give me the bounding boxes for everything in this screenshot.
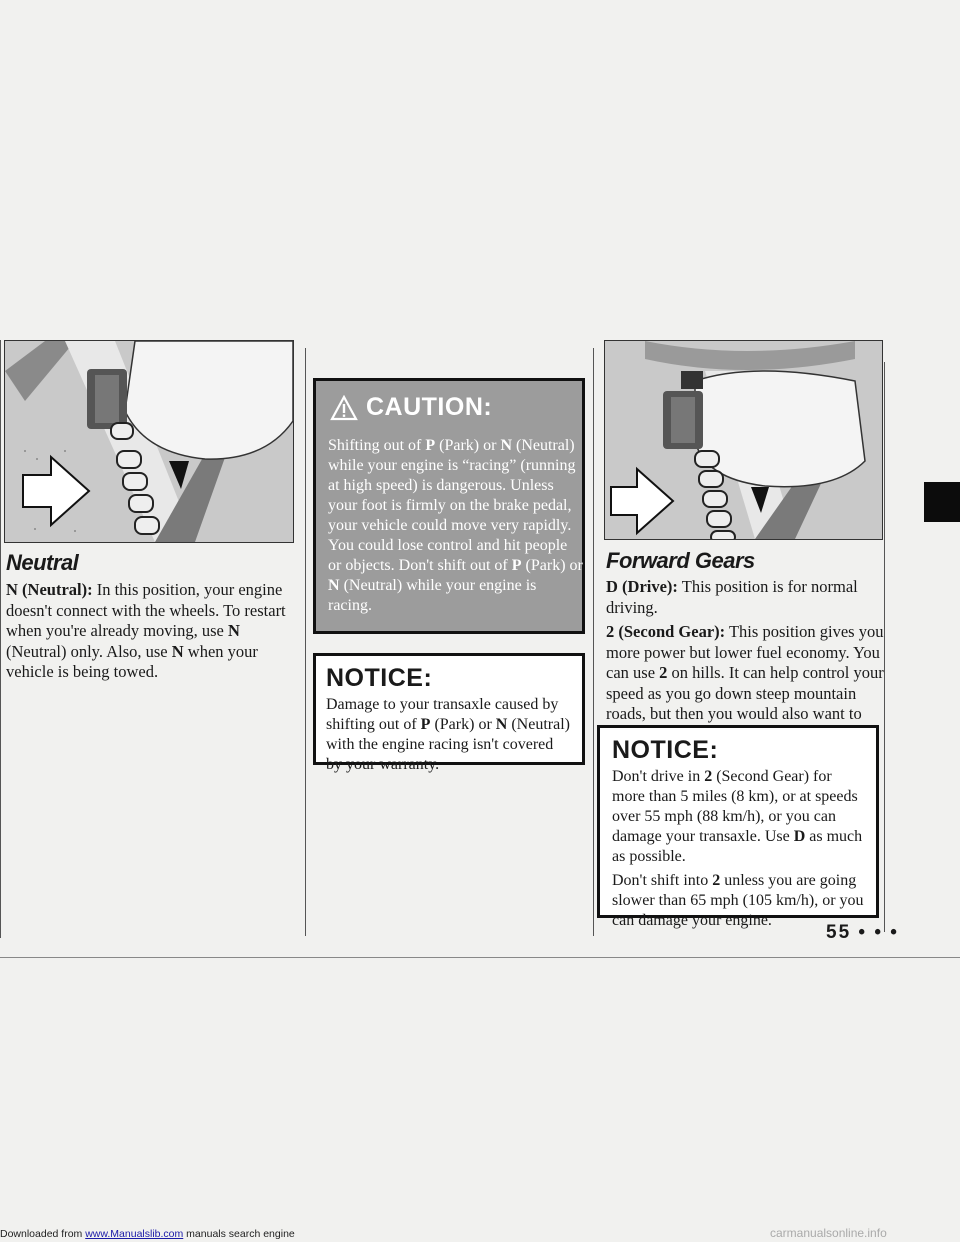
caution-p-2: P <box>511 557 522 574</box>
caution-text-1: Shifting out of <box>328 437 426 454</box>
neutral-text-1: In this position, your engine doesn't connect with the wheels. To restart when you're already moving, use <box>6 580 286 640</box>
caution-p-1: P <box>425 437 436 454</box>
notice-box-transaxle <box>313 653 585 773</box>
notice1-text-2: (Park) or <box>430 716 496 733</box>
shift-lever-neutral-illustration <box>4 340 294 543</box>
caution-text-3: (Neutral) while your engine is “racing” (running at high speed) is dangerous. Unless your foot is firmly on the brake pedal, your vehicle could move very rapidly. You could lose control and hit people or objects. Don't shift out of <box>328 437 576 574</box>
footer-suffix: manuals search engine <box>183 1228 295 1240</box>
notice-text-1 <box>326 695 572 775</box>
forward-gears-text <box>606 577 884 749</box>
caution-text <box>328 436 583 616</box>
neutral-paragraph <box>6 580 298 687</box>
warning-triangle-icon <box>330 395 358 421</box>
column-rule-2 <box>593 348 594 936</box>
drive-text: This position is for normal driving. <box>606 577 858 617</box>
caution-text-4: (Park) or <box>521 557 583 574</box>
neutral-n-1: N <box>228 621 240 640</box>
notice1-p: P <box>420 716 431 733</box>
notice2-a3: (Second Gear) for more than 5 miles (8 km), or at speeds over 55 mph (88 km/h), or you can damage your transaxle. Use <box>612 768 858 845</box>
footer-watermark: carmanualsonline.info <box>770 1226 887 1240</box>
caution-text-5: (Neutral) while your engine is racing. <box>328 577 537 614</box>
section-tab-marker <box>924 482 960 522</box>
notice2-b1: Don't shift into <box>612 872 713 889</box>
neutral-n-2: N <box>171 641 184 661</box>
page-number: 55 • • • <box>826 922 899 943</box>
left-margin-rule <box>0 340 1 938</box>
notice-box-second-gear <box>597 725 879 929</box>
bottom-rule <box>0 957 960 958</box>
neutral-text-2: (Neutral) only. Also, use <box>6 641 172 661</box>
notice-heading-1: NOTICE: <box>326 664 433 692</box>
notice1-text-3: (Neutral) with the engine racing isn't covered by your warranty. <box>326 716 570 773</box>
notice1-n: N <box>495 716 508 733</box>
notice2-b3: unless you are going slower than 65 mph (105 km/h), or you can damage your engine. <box>612 872 864 929</box>
notice-heading-2: NOTICE: <box>612 736 719 764</box>
notice1-text-1: Damage to your transaxle caused by shifting out of <box>326 696 559 733</box>
notice2-a5: as much as possible. <box>612 828 863 865</box>
footer-prefix: Downloaded from <box>0 1228 86 1240</box>
notice2-a1: Don't drive in <box>612 768 705 785</box>
neutral-heading: Neutral <box>6 550 79 575</box>
drive-lead: D (Drive): <box>606 577 678 596</box>
caution-text-2: (Park) or <box>435 437 501 454</box>
forward-gears-heading: Forward Gears <box>606 548 755 573</box>
shift-lever-drive-illustration <box>604 340 883 540</box>
caution-heading <box>330 393 492 422</box>
second-gear-two: 2 <box>659 663 668 682</box>
second-gear-lead: 2 (Second Gear): <box>606 622 726 641</box>
second-gear-text-1: This position gives you more power but lower fuel economy. You can use <box>606 622 884 682</box>
notice-text-2 <box>612 767 864 931</box>
neutral-lead: N (Neutral): <box>6 580 93 599</box>
notice2-a2: 2 <box>704 768 713 785</box>
neutral-text-3: when your vehicle is being towed. <box>6 641 258 681</box>
notice2-b2: 2 <box>712 872 721 889</box>
caution-title: CAUTION: <box>366 393 493 421</box>
column-rule-3 <box>884 362 885 932</box>
download-footer <box>0 1228 295 1240</box>
footer-link[interactable]: www.Manualslib.com <box>85 1228 184 1240</box>
notice2-a4: D <box>793 828 806 845</box>
caution-n-1: N <box>500 437 512 454</box>
column-rule-1 <box>305 348 306 936</box>
caution-box <box>313 378 585 634</box>
caution-n-2: N <box>328 577 340 594</box>
notice2-para-1 <box>612 767 864 867</box>
drive-paragraph <box>606 577 884 618</box>
second-gear-text-2: on hills. It can help control your speed as you go down steep mountain roads, but then you would also want to <box>606 663 884 723</box>
